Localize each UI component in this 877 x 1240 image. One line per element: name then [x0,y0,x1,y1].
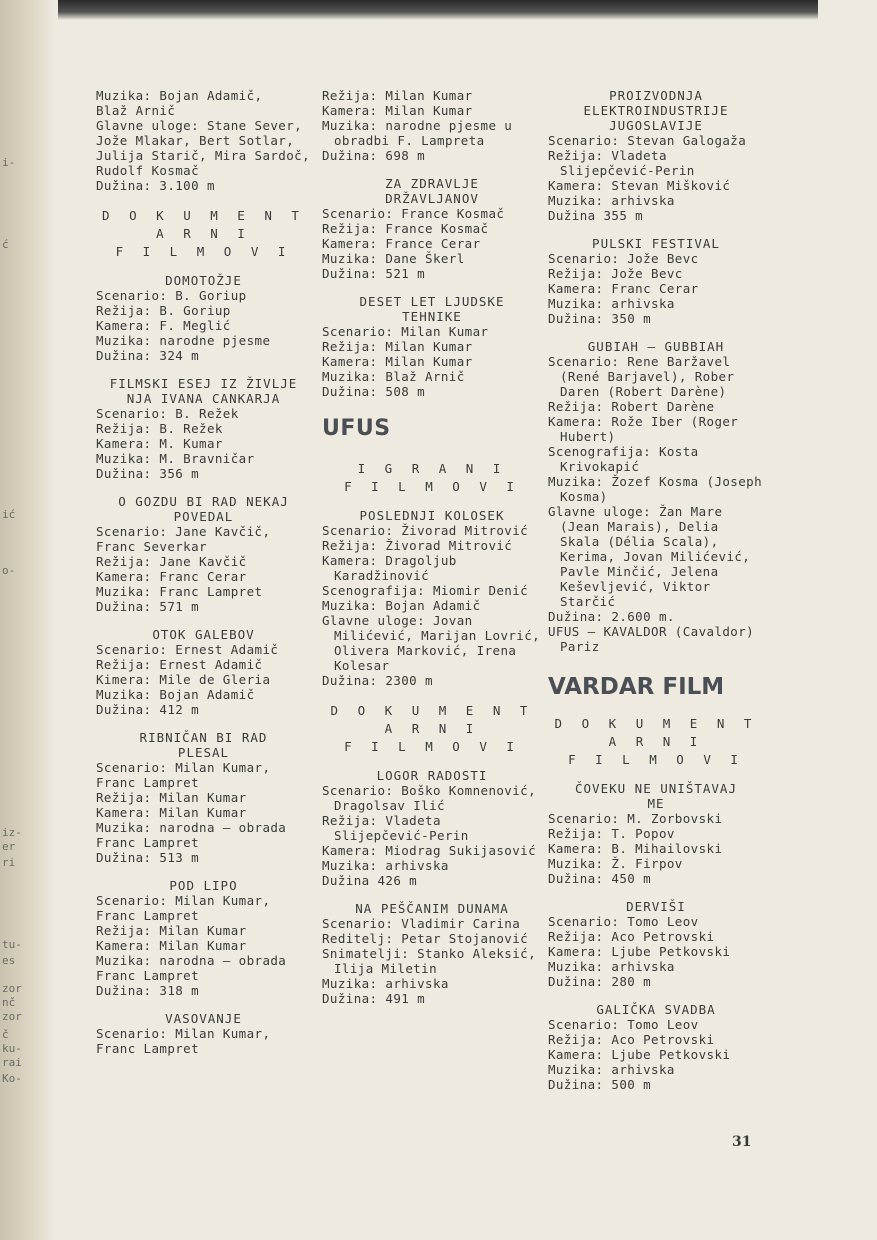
credit-line: Muzika: arhivska [548,1062,675,1077]
margin-fragment: ku- [2,1042,22,1055]
film-title: PULSKI FESTIVAL [592,236,720,251]
margin-fragment: o- [2,564,16,577]
credit-line: Dužina 426 m [322,873,418,888]
credit-line: Muzika: Bojan Adamič, [96,88,263,103]
section-heading-line: F I L M O V I [568,752,744,767]
credit-line: Muzika: Bojan Adamič [96,687,255,702]
credit-line: Režija: Robert Darène [548,399,715,414]
credit-line: Franc Lampret [96,1041,200,1056]
film-title: RIBNIČAN BI RAD [139,730,268,745]
credit-line: Muzika: Bojan Adamič [322,598,481,613]
credit-line: Scenario: Rene Baržavel (René Barjavel), Rober Daren (Robert Darène) [548,354,735,399]
credit-line: Režija: Ernest Adamič [96,657,263,672]
studio-heading: UFUS [322,416,391,441]
credit-line: Dužina: 491 m [322,991,426,1006]
credit-line: Scenario: Vladimir Carina [322,916,521,931]
credit-line: Muzika: narodna — obrada [96,953,287,968]
film-title: POVEDAL [173,509,234,524]
credit-line: Dužina: 280 m [548,974,652,989]
margin-fragment: rai [2,1056,22,1069]
column-1 [96,88,311,1069]
credit-line: Kamera: F. Meglić [96,318,231,333]
credit-line: Muzika: Ž. Firpov [548,856,683,871]
film-entry [322,176,542,281]
credit-line: Muzika: Dane Škerl [322,251,465,266]
margin-fragment: es [2,954,16,967]
credit-line: Glavne uloge: Stane Sever, [96,118,303,133]
credit-line: Kamera: Miodrag Sukijasović [322,843,536,858]
credit-line: Blaž Arnič [96,103,176,118]
credit-line: Kamera: Ljube Petkovski [548,1047,731,1062]
credit-line: Dužina: 350 m [548,311,652,326]
film-title: TEHNIKE [402,309,462,324]
film-entry [96,730,311,865]
film-title: PLESAL [177,745,230,760]
credit-line: Kamera: B. Mihailovski [548,841,723,856]
margin-fragment: zor [2,1010,22,1023]
film-title: PROIZVODNJA [609,88,703,103]
credit-line: Dužina: 412 m [96,702,200,717]
margin-fragment: er [2,840,16,853]
credit-line: Kamera: Franc Cerar [96,569,247,584]
credit-line: Režija: B. Goriup [96,303,231,318]
credit-line: Reditelj: Petar Stojanović [322,931,529,946]
credit-line: Scenografija: Miomir Denić [322,583,529,598]
section-heading-line: D O K U M E N T A R N I [330,703,534,736]
film-entry [96,376,311,481]
credit-line: Dužina: 324 m [96,348,200,363]
film-entry [96,627,311,717]
credit-line: Dužina: 356 m [96,466,200,481]
credit-line: Kamera: M. Kumar [96,436,223,451]
film-title: ME [647,796,665,811]
column-2 [322,88,542,1019]
credit-line: Režija: T. Popov [548,826,675,841]
section-heading [548,715,764,769]
credit-line: Scenario: Jane Kavčič, [96,524,271,539]
credit-line: Muzika: arhivska [548,193,675,208]
credit-line: Glavne uloge: Jovan Milićević, Marijan Lovrić, Olivera Marković, Irena Kolesar [322,613,541,673]
credit-line: Dužina: 521 m [322,266,426,281]
section-heading-line: F I L M O V I [344,739,520,754]
credit-line: Scenario: Milan Kumar, [96,1026,271,1041]
margin-fragment: tu- [2,938,22,951]
film-entry [548,236,764,326]
credit-line: Dužina: 571 m [96,599,200,614]
credit-line: Kimera: Mile de Gleria [96,672,271,687]
film-title: ELEKTROINDUSTRIJE [583,103,729,118]
film-title: JUGOSLAVIJE [609,118,703,133]
film-title: DERVIŠI [626,899,686,914]
credit-line: Franc Lampret [96,908,200,923]
credit-line: Kamera: Franc Cerar [548,281,699,296]
film-title: GALIČKA SVADBA [596,1002,716,1017]
film-entry [548,88,764,223]
credit-line: Muzika: arhivska [548,959,675,974]
credit-line: Scenario: Živorad Mitrović [322,523,529,538]
margin-fragment: č [2,1028,9,1041]
credit-line: Muzika: narodne pjesme u obradbi F. Lampreta [322,118,513,148]
credit-line: Dužina: 3.100 m [96,178,215,193]
credit-line: Dužina: 450 m [548,871,652,886]
credit-line: Scenario: Tomo Leov [548,914,699,929]
credit-line: Kamera: Dragoljub Karadžinović [322,553,457,583]
credit-line: Muzika: narodna — obrada [96,820,287,835]
section-heading-line: D O K U M E N T A R N I [554,716,758,749]
film-entry [322,768,542,888]
film-title: DOMOTOŽJE [165,273,242,288]
film-title: POSLEDNJI KOLOSEK [359,508,505,523]
section-heading-line: D O K U M E N T A R N I [102,208,305,241]
margin-fragment: zor [2,982,22,995]
credit-line: Scenario: France Kosmač [322,206,505,221]
credit-line: Režija: Vladeta Slijepčević-Perin [322,813,469,843]
credit-line: Režija: B. Režek [96,421,223,436]
credit-line: Muzika: arhivska [322,976,449,991]
page-number: 31 [732,1134,752,1150]
film-entry [322,294,542,399]
credit-line: Rudolf Kosmač [96,163,200,178]
margin-fragment: Ko- [2,1072,22,1085]
film-entry [96,1011,311,1056]
film-entry [548,781,764,886]
margin-fragment: i- [2,156,16,169]
credit-line: Muzika: arhivska [322,858,449,873]
section-heading-line: F I L M O V I [344,479,520,494]
film-title: ZA ZDRAVLJE [385,176,479,191]
film-entry [548,899,764,989]
credit-line: Kamera: Stevan Mišković [548,178,731,193]
section-heading-line: I G R A N I [357,461,507,476]
film-entry [96,494,311,614]
film-title: DESET LET LJUDSKE [359,294,505,309]
credit-line: Muzika: M. Bravničar [96,451,255,466]
film-title: ČOVEKU NE UNIŠTAVAJ [575,781,737,796]
film-entry [322,508,542,688]
film-entry [322,88,542,163]
credit-line: Dužina: 508 m [322,384,426,399]
credit-line: Kamera: Ljube Petkovski [548,944,731,959]
section-heading [322,702,542,756]
credit-line: Dužina: 698 m [322,148,426,163]
film-entry [548,1002,764,1092]
credit-line: Dužina: 2.600 m. [548,609,675,624]
credit-line: Dužina: 2300 m [322,673,433,688]
film-title: VASOVANJE [165,1011,242,1026]
film-entry [322,901,542,1006]
film-title: GUBIAH — GUBBIAH [587,339,725,354]
section-heading [96,207,311,261]
credit-line: Režija: Aco Petrovski [548,929,715,944]
credit-line: Jože Mlakar, Bert Sotlar, [96,133,295,148]
credit-line: Scenario: Tomo Leov [548,1017,699,1032]
film-title: DRŽAVLJANOV [385,191,479,206]
credit-line: Režija: Milan Kumar [322,339,473,354]
film-entry [96,273,311,363]
film-entry [548,339,764,654]
credit-line: Glavne uloge: Žan Mare (Jean Marais), Delia Skala (Délia Scala), Kerima, Jovan Milićević, Pavle Minčić, Jelena Keševljević, Viktor Starčić [548,504,751,609]
credit-line: Scenario: Jože Bevc [548,251,699,266]
film-entry [96,88,311,193]
film-title: POD LIPO [169,878,238,893]
film-entry [96,878,311,998]
film-title: OTOK GALEBOV [152,627,255,642]
credit-line: Dužina: 513 m [96,850,200,865]
credit-line: Režija: Milan Kumar [96,923,247,938]
section-heading-line: F I L M O V I [115,244,292,259]
credit-line: Dužina: 500 m [548,1077,652,1092]
credit-line: Režija: Živorad Mitrović [322,538,513,553]
credit-line: Scenario: Ernest Adamič [96,642,279,657]
section-heading [322,460,542,496]
credit-line: Režija: France Kosmač [322,221,489,236]
credit-line: Julija Starič, Mira Sardoč, [96,148,310,163]
credit-line: Scenario: Boško Komnenović, Dragolsav Ilić [322,783,536,813]
studio-heading: VARDAR FILM [548,674,725,700]
credit-line: Scenario: Stevan Galogaža [548,133,747,148]
film-title: LOGOR RADOSTI [376,768,488,783]
credit-line: Režija: Milan Kumar [96,790,247,805]
film-title: FILMSKI ESEJ IZ ŽIVLJE [109,376,298,391]
credit-line: Franc Severkar [96,539,207,554]
credit-line: Scenario: B. Goriup [96,288,247,303]
top-shadow-bar [58,0,818,20]
credit-line: Scenario: B. Režek [96,406,239,421]
film-title: NJA IVANA CANKARJA [126,391,281,406]
margin-fragment: ri [2,856,16,869]
credit-line: Kamera: Milan Kumar [322,103,473,118]
credit-line: Kamera: Rože Iber (Roger Hubert) [548,414,739,444]
margin-fragment: ić [2,508,16,521]
column-3 [548,88,764,1105]
credit-line: Režija: Jane Kavčič [96,554,247,569]
credit-line: Režija: Aco Petrovski [548,1032,715,1047]
credit-line: Muzika: Franc Lampret [96,584,263,599]
credit-line: Kamera: Milan Kumar [96,938,247,953]
credit-line: Kamera: France Cerar [322,236,481,251]
credit-line: Scenografija: Kosta Krivokapić [548,444,699,474]
credit-line: Scenario: Milan Kumar, [96,760,271,775]
credit-line: Muzika: arhivska [548,296,675,311]
credit-line: Muzika: Blaž Arnič [322,369,465,384]
credit-line: Scenario: M. Zorbovski [548,811,723,826]
credit-line: Franc Lampret [96,968,200,983]
credit-line: Dužina: 318 m [96,983,200,998]
credit-line: Režija: Jože Bevc [548,266,683,281]
margin-fragment: ć [2,238,9,251]
credit-line: Dužina 355 m [548,208,644,223]
credit-line: Franc Lampret [96,835,200,850]
credit-line: Režija: Milan Kumar [322,88,473,103]
credit-line: Muzika: narodne pjesme [96,333,271,348]
credit-line: Muzika: Žozef Kosma (Joseph Kosma) [548,474,762,504]
credit-line: UFUS — KAVALDOR (Cavaldor) Pariz [548,624,755,654]
credit-line: Franc Lampret [96,775,200,790]
credit-line: Režija: Vladeta Slijepčević-Perin [548,148,695,178]
credit-line: Kamera: Milan Kumar [96,805,247,820]
credit-line: Snimatelji: Stanko Aleksić, Ilija Miletin [322,946,536,976]
margin-fragment: iz- [2,826,22,839]
credit-line: Scenario: Milan Kumar, [96,893,271,908]
credit-line: Scenario: Milan Kumar [322,324,489,339]
film-title: NA PEŠČANIM DUNAMA [355,901,509,916]
credit-line: Kamera: Milan Kumar [322,354,473,369]
margin-fragment: nč [2,996,16,1009]
film-title: O GOZDU BI RAD NEKAJ [118,494,289,509]
